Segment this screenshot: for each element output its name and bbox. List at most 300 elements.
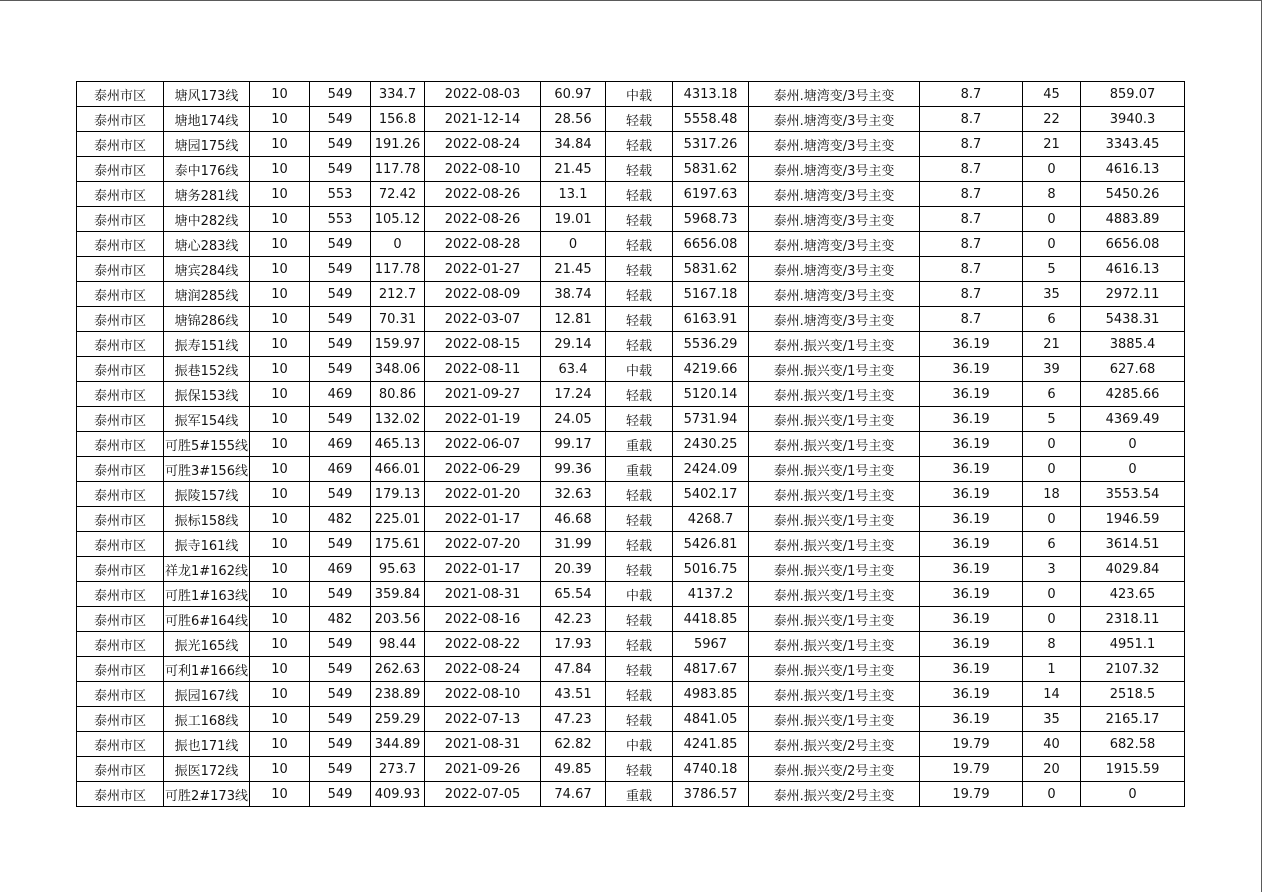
transformer-margin-cell: 36.19	[920, 582, 1023, 607]
load-status-cell: 轻载	[606, 557, 673, 582]
capacity-cell: 469	[310, 557, 371, 582]
line-name-cell: 振光165线	[164, 632, 250, 657]
table-row	[77, 532, 1185, 557]
substation-cell: 泰州.振兴变/1号主变	[749, 507, 920, 532]
date-cell: 2022-01-27	[425, 257, 541, 282]
table-row	[77, 157, 1185, 182]
table-row	[77, 132, 1185, 157]
area-cell: 泰州市区	[77, 682, 164, 707]
available-capacity-cell: 5536.29	[673, 332, 749, 357]
available-capacity-cell: 5317.26	[673, 132, 749, 157]
voltage-cell: 10	[250, 732, 310, 757]
remaining-capacity-cell: 627.68	[1081, 357, 1185, 382]
transformer-margin-cell: 36.19	[920, 407, 1023, 432]
available-capacity-cell: 4268.7	[673, 507, 749, 532]
load-rate-cell: 13.1	[541, 182, 606, 207]
line-name-cell: 塘园175线	[164, 132, 250, 157]
line-name-cell: 塘锦286线	[164, 307, 250, 332]
transformer-margin-cell: 36.19	[920, 682, 1023, 707]
max-load-cell: 273.7	[371, 757, 425, 782]
voltage-cell: 10	[250, 432, 310, 457]
voltage-cell: 10	[250, 107, 310, 132]
date-cell: 2021-09-27	[425, 382, 541, 407]
available-capacity-cell: 5831.62	[673, 157, 749, 182]
remaining-capacity-cell: 4883.89	[1081, 207, 1185, 232]
available-capacity-cell: 2430.25	[673, 432, 749, 457]
line-name-cell: 振寿151线	[164, 332, 250, 357]
load-rate-cell: 31.99	[541, 532, 606, 557]
available-capacity-cell: 4137.2	[673, 582, 749, 607]
date-cell: 2022-01-17	[425, 507, 541, 532]
voltage-cell: 10	[250, 182, 310, 207]
remaining-capacity-cell: 682.58	[1081, 732, 1185, 757]
load-rate-cell: 49.85	[541, 757, 606, 782]
voltage-cell: 10	[250, 782, 310, 807]
voltage-cell: 10	[250, 532, 310, 557]
area-cell: 泰州市区	[77, 507, 164, 532]
max-load-cell: 212.7	[371, 282, 425, 307]
area-cell: 泰州市区	[77, 182, 164, 207]
table-row	[77, 707, 1185, 732]
line-name-cell: 塘宾284线	[164, 257, 250, 282]
area-cell: 泰州市区	[77, 332, 164, 357]
area-cell: 泰州市区	[77, 107, 164, 132]
count-cell: 8	[1023, 632, 1081, 657]
voltage-cell: 10	[250, 382, 310, 407]
line-name-cell: 可利1#166线	[164, 657, 250, 682]
substation-cell: 泰州.振兴变/1号主变	[749, 582, 920, 607]
table-row	[77, 82, 1185, 107]
line-name-cell: 塘风173线	[164, 82, 250, 107]
remaining-capacity-cell: 859.07	[1081, 82, 1185, 107]
table-row	[77, 282, 1185, 307]
table-body	[77, 82, 1185, 807]
available-capacity-cell: 5426.81	[673, 532, 749, 557]
load-rate-cell: 60.97	[541, 82, 606, 107]
substation-cell: 泰州.塘湾变/3号主变	[749, 232, 920, 257]
load-rate-cell: 28.56	[541, 107, 606, 132]
substation-cell: 泰州.塘湾变/3号主变	[749, 282, 920, 307]
transformer-margin-cell: 8.7	[920, 107, 1023, 132]
remaining-capacity-cell: 0	[1081, 782, 1185, 807]
remaining-capacity-cell: 4029.84	[1081, 557, 1185, 582]
max-load-cell: 348.06	[371, 357, 425, 382]
load-status-cell: 轻载	[606, 132, 673, 157]
max-load-cell: 179.13	[371, 482, 425, 507]
substation-cell: 泰州.振兴变/1号主变	[749, 532, 920, 557]
area-cell: 泰州市区	[77, 382, 164, 407]
remaining-capacity-cell: 3940.3	[1081, 107, 1185, 132]
line-name-cell: 可胜1#163线	[164, 582, 250, 607]
remaining-capacity-cell: 4369.49	[1081, 407, 1185, 432]
voltage-cell: 10	[250, 482, 310, 507]
date-cell: 2022-07-13	[425, 707, 541, 732]
transformer-margin-cell: 8.7	[920, 157, 1023, 182]
remaining-capacity-cell: 6656.08	[1081, 232, 1185, 257]
load-rate-cell: 12.81	[541, 307, 606, 332]
area-cell: 泰州市区	[77, 307, 164, 332]
transformer-margin-cell: 36.19	[920, 457, 1023, 482]
count-cell: 35	[1023, 707, 1081, 732]
transformer-margin-cell: 36.19	[920, 432, 1023, 457]
load-status-cell: 中载	[606, 732, 673, 757]
load-rate-cell: 29.14	[541, 332, 606, 357]
transformer-margin-cell: 8.7	[920, 132, 1023, 157]
remaining-capacity-cell: 4616.13	[1081, 257, 1185, 282]
voltage-cell: 10	[250, 282, 310, 307]
transformer-margin-cell: 36.19	[920, 382, 1023, 407]
substation-cell: 泰州.振兴变/1号主变	[749, 357, 920, 382]
load-rate-cell: 42.23	[541, 607, 606, 632]
available-capacity-cell: 6656.08	[673, 232, 749, 257]
max-load-cell: 191.26	[371, 132, 425, 157]
voltage-cell: 10	[250, 457, 310, 482]
substation-cell: 泰州.塘湾变/3号主变	[749, 157, 920, 182]
date-cell: 2022-07-05	[425, 782, 541, 807]
table-row	[77, 732, 1185, 757]
line-name-cell: 泰中176线	[164, 157, 250, 182]
count-cell: 40	[1023, 732, 1081, 757]
transformer-margin-cell: 36.19	[920, 332, 1023, 357]
transformer-margin-cell: 36.19	[920, 657, 1023, 682]
area-cell: 泰州市区	[77, 657, 164, 682]
substation-cell: 泰州.塘湾变/3号主变	[749, 207, 920, 232]
count-cell: 6	[1023, 382, 1081, 407]
date-cell: 2021-09-26	[425, 757, 541, 782]
available-capacity-cell: 4219.66	[673, 357, 749, 382]
line-name-cell: 振陵157线	[164, 482, 250, 507]
substation-cell: 泰州.振兴变/1号主变	[749, 382, 920, 407]
capacity-cell: 549	[310, 282, 371, 307]
area-cell: 泰州市区	[77, 282, 164, 307]
capacity-cell: 549	[310, 632, 371, 657]
load-status-cell: 轻载	[606, 207, 673, 232]
transformer-margin-cell: 8.7	[920, 282, 1023, 307]
transformer-margin-cell: 36.19	[920, 607, 1023, 632]
load-status-cell: 中载	[606, 357, 673, 382]
transformer-margin-cell: 19.79	[920, 732, 1023, 757]
table-row	[77, 407, 1185, 432]
count-cell: 8	[1023, 182, 1081, 207]
max-load-cell: 0	[371, 232, 425, 257]
load-rate-cell: 34.84	[541, 132, 606, 157]
available-capacity-cell: 4418.85	[673, 607, 749, 632]
count-cell: 20	[1023, 757, 1081, 782]
max-load-cell: 117.78	[371, 157, 425, 182]
line-name-cell: 塘心283线	[164, 232, 250, 257]
date-cell: 2022-08-10	[425, 157, 541, 182]
count-cell: 18	[1023, 482, 1081, 507]
max-load-cell: 80.86	[371, 382, 425, 407]
area-cell: 泰州市区	[77, 632, 164, 657]
available-capacity-cell: 5558.48	[673, 107, 749, 132]
remaining-capacity-cell: 2972.11	[1081, 282, 1185, 307]
transformer-margin-cell: 8.7	[920, 257, 1023, 282]
date-cell: 2022-08-03	[425, 82, 541, 107]
remaining-capacity-cell: 3614.51	[1081, 532, 1185, 557]
available-capacity-cell: 5968.73	[673, 207, 749, 232]
substation-cell: 泰州.振兴变/1号主变	[749, 457, 920, 482]
date-cell: 2022-03-07	[425, 307, 541, 332]
count-cell: 3	[1023, 557, 1081, 582]
table-row	[77, 682, 1185, 707]
voltage-cell: 10	[250, 407, 310, 432]
max-load-cell: 70.31	[371, 307, 425, 332]
substation-cell: 泰州.振兴变/1号主变	[749, 682, 920, 707]
available-capacity-cell: 5967	[673, 632, 749, 657]
transformer-margin-cell: 36.19	[920, 507, 1023, 532]
remaining-capacity-cell: 2318.11	[1081, 607, 1185, 632]
remaining-capacity-cell: 4285.66	[1081, 382, 1185, 407]
line-name-cell: 振巷152线	[164, 357, 250, 382]
date-cell: 2022-08-24	[425, 132, 541, 157]
area-cell: 泰州市区	[77, 782, 164, 807]
line-name-cell: 振医172线	[164, 757, 250, 782]
load-status-cell: 轻载	[606, 332, 673, 357]
load-rate-cell: 24.05	[541, 407, 606, 432]
voltage-cell: 10	[250, 582, 310, 607]
load-rate-cell: 21.45	[541, 257, 606, 282]
transformer-margin-cell: 19.79	[920, 757, 1023, 782]
max-load-cell: 203.56	[371, 607, 425, 632]
transformer-margin-cell: 8.7	[920, 82, 1023, 107]
area-cell: 泰州市区	[77, 732, 164, 757]
load-status-cell: 轻载	[606, 607, 673, 632]
transformer-margin-cell: 36.19	[920, 707, 1023, 732]
remaining-capacity-cell: 2518.5	[1081, 682, 1185, 707]
load-status-cell: 轻载	[606, 682, 673, 707]
table-row	[77, 257, 1185, 282]
date-cell: 2022-06-29	[425, 457, 541, 482]
count-cell: 6	[1023, 307, 1081, 332]
max-load-cell: 159.97	[371, 332, 425, 357]
capacity-cell: 549	[310, 407, 371, 432]
available-capacity-cell: 3786.57	[673, 782, 749, 807]
remaining-capacity-cell: 3885.4	[1081, 332, 1185, 357]
count-cell: 5	[1023, 407, 1081, 432]
table-row	[77, 582, 1185, 607]
available-capacity-cell: 6197.63	[673, 182, 749, 207]
count-cell: 0	[1023, 507, 1081, 532]
load-status-cell: 轻载	[606, 382, 673, 407]
load-rate-cell: 47.23	[541, 707, 606, 732]
date-cell: 2022-07-20	[425, 532, 541, 557]
substation-cell: 泰州.塘湾变/3号主变	[749, 132, 920, 157]
substation-cell: 泰州.振兴变/1号主变	[749, 432, 920, 457]
load-rate-cell: 17.24	[541, 382, 606, 407]
remaining-capacity-cell: 5438.31	[1081, 307, 1185, 332]
count-cell: 21	[1023, 132, 1081, 157]
capacity-cell: 549	[310, 332, 371, 357]
count-cell: 0	[1023, 432, 1081, 457]
capacity-cell: 549	[310, 782, 371, 807]
available-capacity-cell: 4983.85	[673, 682, 749, 707]
date-cell: 2021-08-31	[425, 582, 541, 607]
area-cell: 泰州市区	[77, 232, 164, 257]
max-load-cell: 259.29	[371, 707, 425, 732]
table-row	[77, 657, 1185, 682]
max-load-cell: 105.12	[371, 207, 425, 232]
substation-cell: 泰州.塘湾变/3号主变	[749, 82, 920, 107]
count-cell: 0	[1023, 232, 1081, 257]
voltage-cell: 10	[250, 507, 310, 532]
area-cell: 泰州市区	[77, 457, 164, 482]
load-status-cell: 重载	[606, 457, 673, 482]
count-cell: 0	[1023, 457, 1081, 482]
max-load-cell: 225.01	[371, 507, 425, 532]
substation-cell: 泰州.振兴变/1号主变	[749, 657, 920, 682]
capacity-cell: 549	[310, 257, 371, 282]
capacity-cell: 549	[310, 707, 371, 732]
load-rate-cell: 21.45	[541, 157, 606, 182]
load-status-cell: 轻载	[606, 107, 673, 132]
load-rate-cell: 65.54	[541, 582, 606, 607]
load-rate-cell: 99.17	[541, 432, 606, 457]
load-status-cell: 轻载	[606, 482, 673, 507]
max-load-cell: 359.84	[371, 582, 425, 607]
load-status-cell: 轻载	[606, 182, 673, 207]
load-status-cell: 重载	[606, 782, 673, 807]
remaining-capacity-cell: 4616.13	[1081, 157, 1185, 182]
table-row	[77, 482, 1185, 507]
table-row	[77, 507, 1185, 532]
transformer-margin-cell: 8.7	[920, 182, 1023, 207]
capacity-cell: 549	[310, 232, 371, 257]
line-name-cell: 祥龙1#162线	[164, 557, 250, 582]
area-cell: 泰州市区	[77, 357, 164, 382]
voltage-cell: 10	[250, 132, 310, 157]
max-load-cell: 334.7	[371, 82, 425, 107]
count-cell: 0	[1023, 157, 1081, 182]
load-status-cell: 轻载	[606, 407, 673, 432]
substation-cell: 泰州.振兴变/1号主变	[749, 407, 920, 432]
table-row	[77, 382, 1185, 407]
load-status-cell: 轻载	[606, 282, 673, 307]
line-name-cell: 塘润285线	[164, 282, 250, 307]
max-load-cell: 95.63	[371, 557, 425, 582]
count-cell: 0	[1023, 207, 1081, 232]
max-load-cell: 262.63	[371, 657, 425, 682]
remaining-capacity-cell: 3553.54	[1081, 482, 1185, 507]
capacity-cell: 549	[310, 732, 371, 757]
voltage-cell: 10	[250, 707, 310, 732]
remaining-capacity-cell: 0	[1081, 432, 1185, 457]
substation-cell: 泰州.振兴变/2号主变	[749, 782, 920, 807]
transformer-margin-cell: 36.19	[920, 557, 1023, 582]
load-status-cell: 轻载	[606, 707, 673, 732]
max-load-cell: 409.93	[371, 782, 425, 807]
substation-cell: 泰州.振兴变/1号主变	[749, 707, 920, 732]
date-cell: 2022-08-24	[425, 657, 541, 682]
page-edge-top	[0, 0, 1262, 1]
capacity-cell: 549	[310, 682, 371, 707]
date-cell: 2021-12-14	[425, 107, 541, 132]
substation-cell: 泰州.振兴变/2号主变	[749, 757, 920, 782]
available-capacity-cell: 6163.91	[673, 307, 749, 332]
remaining-capacity-cell: 2165.17	[1081, 707, 1185, 732]
capacity-cell: 469	[310, 432, 371, 457]
load-rate-cell: 43.51	[541, 682, 606, 707]
voltage-cell: 10	[250, 232, 310, 257]
date-cell: 2022-08-28	[425, 232, 541, 257]
line-name-cell: 可胜3#156线	[164, 457, 250, 482]
remaining-capacity-cell: 0	[1081, 457, 1185, 482]
voltage-cell: 10	[250, 207, 310, 232]
table-row	[77, 557, 1185, 582]
remaining-capacity-cell: 4951.1	[1081, 632, 1185, 657]
max-load-cell: 156.8	[371, 107, 425, 132]
substation-cell: 泰州.振兴变/1号主变	[749, 557, 920, 582]
voltage-cell: 10	[250, 257, 310, 282]
transformer-margin-cell: 36.19	[920, 482, 1023, 507]
available-capacity-cell: 4241.85	[673, 732, 749, 757]
load-status-cell: 轻载	[606, 632, 673, 657]
voltage-cell: 10	[250, 82, 310, 107]
load-rate-cell: 74.67	[541, 782, 606, 807]
max-load-cell: 175.61	[371, 532, 425, 557]
voltage-cell: 10	[250, 682, 310, 707]
load-status-cell: 轻载	[606, 307, 673, 332]
line-name-cell: 可胜2#173线	[164, 782, 250, 807]
date-cell: 2022-08-11	[425, 357, 541, 382]
load-rate-cell: 99.36	[541, 457, 606, 482]
capacity-cell: 549	[310, 482, 371, 507]
substation-cell: 泰州.塘湾变/3号主变	[749, 107, 920, 132]
area-cell: 泰州市区	[77, 82, 164, 107]
area-cell: 泰州市区	[77, 132, 164, 157]
max-load-cell: 72.42	[371, 182, 425, 207]
load-rate-cell: 32.63	[541, 482, 606, 507]
feeder-load-table	[76, 81, 1185, 807]
voltage-cell: 10	[250, 157, 310, 182]
date-cell: 2022-08-22	[425, 632, 541, 657]
load-status-cell: 轻载	[606, 257, 673, 282]
load-rate-cell: 17.93	[541, 632, 606, 657]
available-capacity-cell: 5402.17	[673, 482, 749, 507]
table-row	[77, 757, 1185, 782]
transformer-margin-cell: 8.7	[920, 207, 1023, 232]
table-row	[77, 457, 1185, 482]
table-row	[77, 632, 1185, 657]
remaining-capacity-cell: 1915.59	[1081, 757, 1185, 782]
max-load-cell: 465.13	[371, 432, 425, 457]
load-rate-cell: 47.84	[541, 657, 606, 682]
capacity-cell: 549	[310, 132, 371, 157]
date-cell: 2022-08-16	[425, 607, 541, 632]
capacity-cell: 549	[310, 532, 371, 557]
capacity-cell: 553	[310, 182, 371, 207]
line-name-cell: 振军154线	[164, 407, 250, 432]
remaining-capacity-cell: 2107.32	[1081, 657, 1185, 682]
max-load-cell: 132.02	[371, 407, 425, 432]
load-status-cell: 轻载	[606, 157, 673, 182]
substation-cell: 泰州.振兴变/1号主变	[749, 607, 920, 632]
voltage-cell: 10	[250, 332, 310, 357]
date-cell: 2022-08-10	[425, 682, 541, 707]
date-cell: 2022-08-26	[425, 182, 541, 207]
load-status-cell: 重载	[606, 432, 673, 457]
voltage-cell: 10	[250, 657, 310, 682]
date-cell: 2022-01-17	[425, 557, 541, 582]
table-row	[77, 307, 1185, 332]
transformer-margin-cell: 36.19	[920, 357, 1023, 382]
transformer-margin-cell: 8.7	[920, 307, 1023, 332]
capacity-cell: 549	[310, 307, 371, 332]
line-name-cell: 振园167线	[164, 682, 250, 707]
available-capacity-cell: 2424.09	[673, 457, 749, 482]
table-row	[77, 782, 1185, 807]
capacity-cell: 469	[310, 382, 371, 407]
